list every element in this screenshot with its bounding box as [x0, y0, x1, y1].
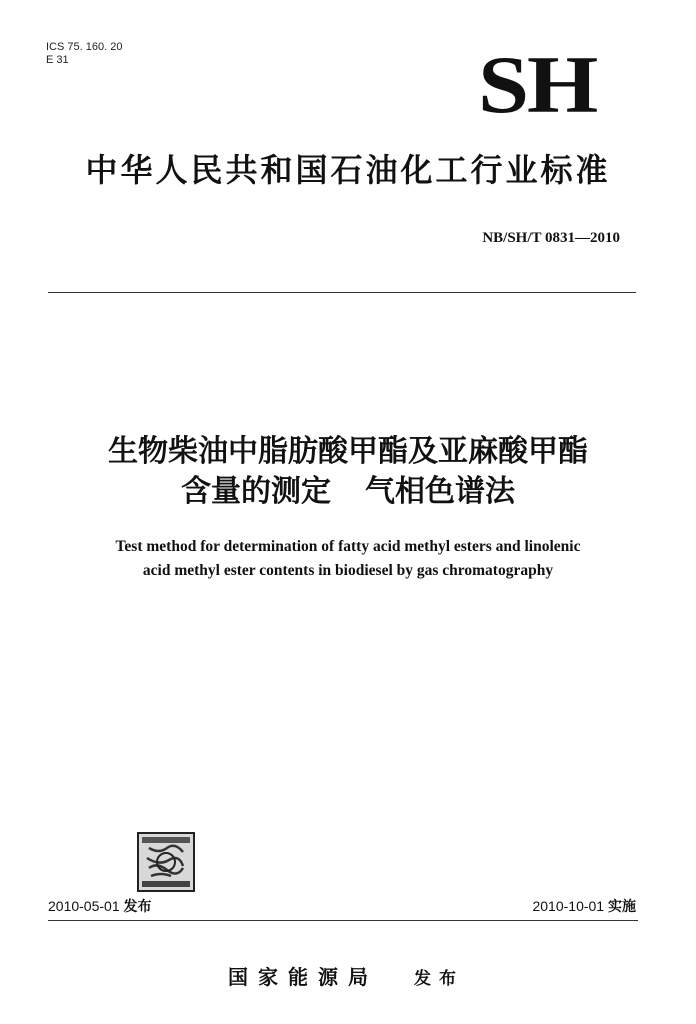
implementation-date: [532, 896, 636, 916]
bottom-divider: [48, 920, 638, 921]
chinese-title-line1: 生物柴油中脂肪酸甲酯及亚麻酸甲酯: [108, 434, 588, 469]
class-code: E 31: [46, 54, 69, 66]
english-title-line1: Test method for determination of fatty acid methyl esters and linolenic: [115, 538, 581, 555]
top-divider: [48, 292, 636, 293]
issue-label: 发布: [123, 899, 152, 915]
chinese-title-line2: [0, 472, 696, 512]
chinese-title: [0, 432, 696, 512]
stamp-pattern-icon: [139, 834, 193, 890]
sh-logo: SH: [478, 39, 597, 130]
chinese-title-line2-part2: 气相色谱法: [365, 474, 515, 509]
ics-code: ICS 75. 160. 20: [46, 41, 123, 53]
publish-label: 发布: [414, 969, 464, 989]
implementation-label: 实施: [608, 899, 636, 915]
standard-number: NB/SH/T 0831—2010: [482, 230, 620, 246]
implementation-date-value: 2010-10-01: [532, 898, 605, 914]
english-title: [0, 535, 696, 583]
classification-codes: [46, 41, 122, 67]
publisher-name: 国家能源局: [228, 965, 378, 989]
english-title-line2: acid methyl ester contents in biodiesel by gas chromatography: [142, 562, 554, 579]
standard-title: 中华人民共和国石油化工行业标准: [85, 151, 611, 189]
issue-date-value: 2010-05-01: [48, 898, 120, 914]
issue-date: [48, 896, 152, 916]
chinese-title-line2-part1: 含量的测定: [181, 474, 331, 509]
anti-counterfeit-stamp: [137, 832, 195, 892]
